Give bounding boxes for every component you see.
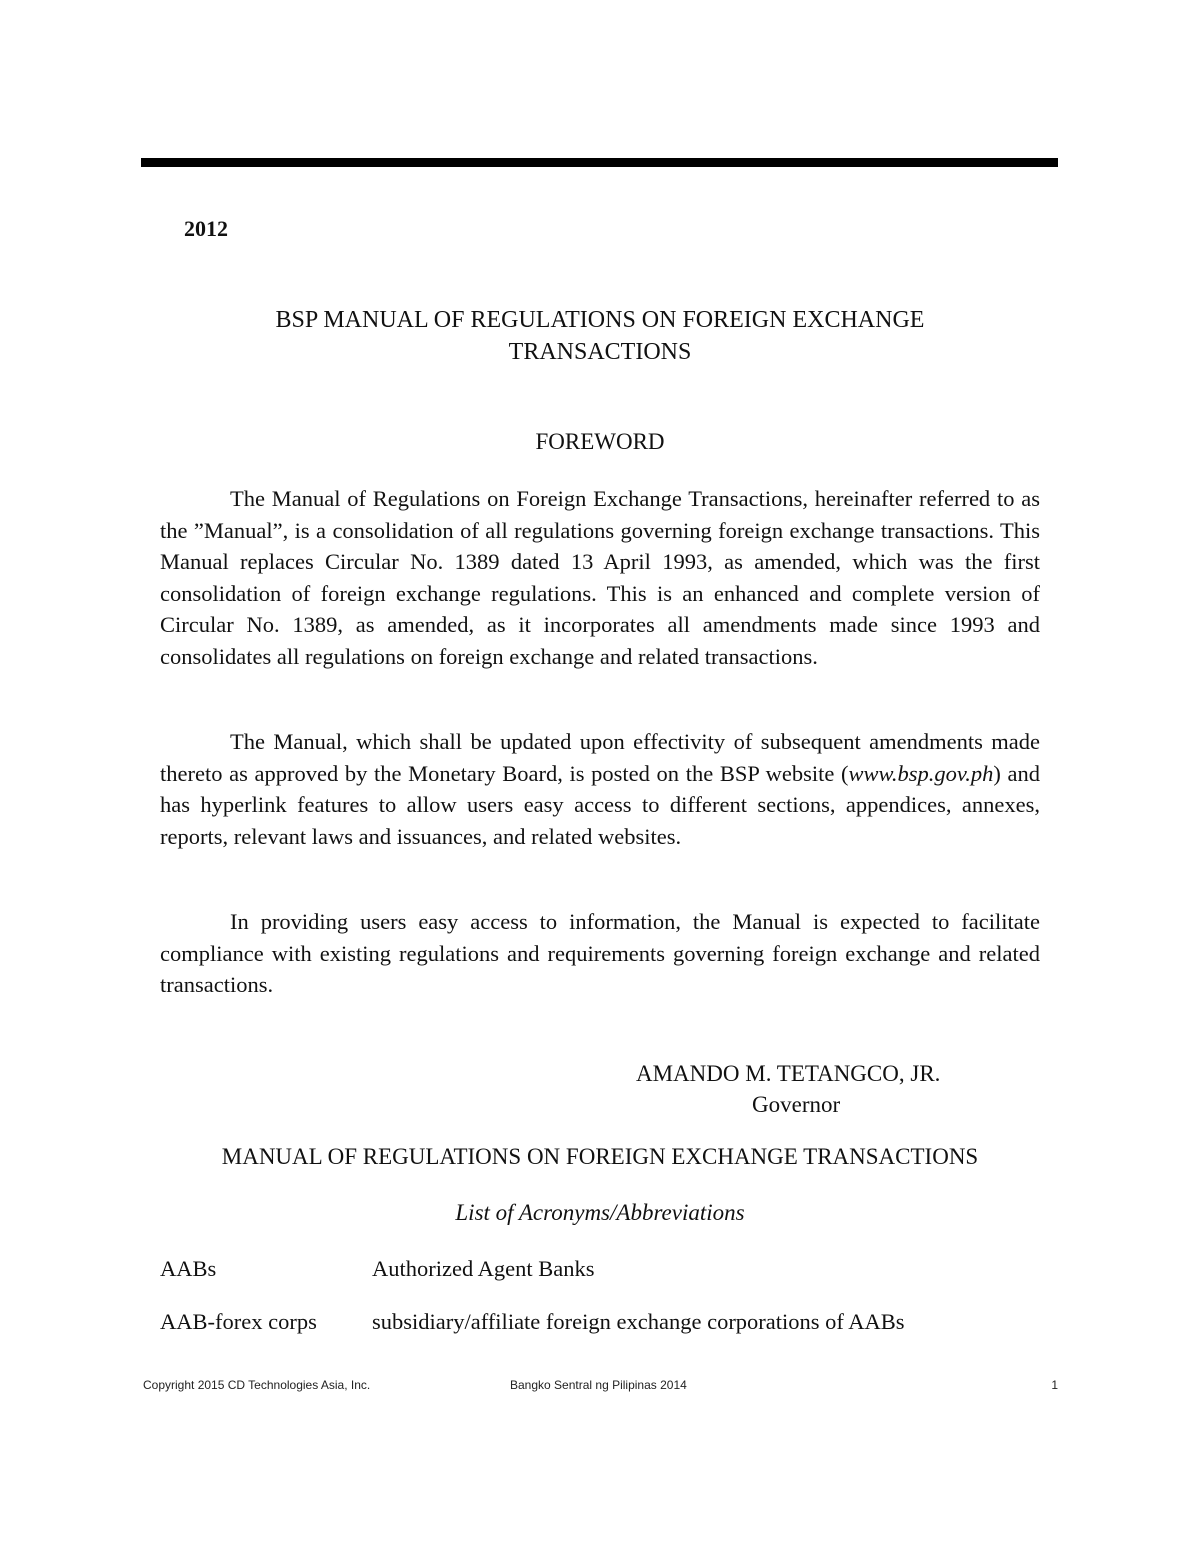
foreword-paragraph-1: The Manual of Regulations on Foreign Exchange Transactions, hereinafter referred to as the ”Manual”, is a consolidation of all regulations governing foreign exchange transactions. This Manual replaces Circular No. 1389 dated 13 April 1993, as amended, which was the first consolidation of foreign exchange regulations. This is an enhanced and complete version of Circular No. 1389, as amended, as it incorporates all amendments made since 1993 and consolidates all regulations on foreign exchange and related transactions. bbox=[160, 486, 1040, 669]
header-rule bbox=[141, 158, 1058, 167]
foreword-paragraph-3: In providing users easy access to information, the Manual is expected to facilitate compliance with existing regulations and requirements governing foreign exchange and related transactions. bbox=[160, 909, 1040, 997]
abbreviation-term: AAB-forex corps bbox=[160, 1309, 317, 1334]
paragraph-2-text-start: The Manual, which shall be updated upon effectivity of subsequent amendments made thereto as approved by the Monetary Board, is posted on the BSP website ( bbox=[160, 729, 1040, 786]
signatory-name: AMANDO M. TETANGCO, JR. bbox=[636, 1061, 941, 1086]
bsp-website-link[interactable]: www.bsp.gov.ph bbox=[848, 760, 994, 786]
document-year: 2012 bbox=[184, 216, 228, 241]
title-line-2: TRANSACTIONS bbox=[508, 339, 692, 365]
footer-copyright: Copyright 2015 CD Technologies Asia, Inc. bbox=[143, 1378, 371, 1392]
signatory-title: Governor bbox=[752, 1092, 841, 1117]
document-title bbox=[160, 304, 1040, 368]
abbreviation-definition: subsidiary/affiliate foreign exchange corporations of AABs bbox=[372, 1309, 905, 1334]
footer-page-number: 1 bbox=[1051, 1378, 1058, 1392]
manual-heading: MANUAL OF REGULATIONS ON FOREIGN EXCHANGE TRANSACTIONS bbox=[221, 1144, 979, 1169]
foreword-paragraph-2 bbox=[160, 726, 1040, 852]
foreword-heading: FOREWORD bbox=[535, 429, 665, 454]
paragraph-2-text-end: ) and has hyperlink features to allow users easy access to different sections, appendices, annexes, reports, relevant laws and issuances, and related websites. bbox=[160, 760, 1040, 849]
abbreviation-term: AABs bbox=[160, 1256, 217, 1281]
abbreviation-definition: Authorized Agent Banks bbox=[372, 1256, 595, 1281]
footer-center-text: Bangko Sentral ng Pilipinas 2014 bbox=[510, 1378, 687, 1392]
title-line-1: BSP MANUAL OF REGULATIONS ON FOREIGN EXCHANGE bbox=[275, 307, 925, 333]
acronyms-list-heading: List of Acronyms/Abbreviations bbox=[455, 1200, 745, 1225]
